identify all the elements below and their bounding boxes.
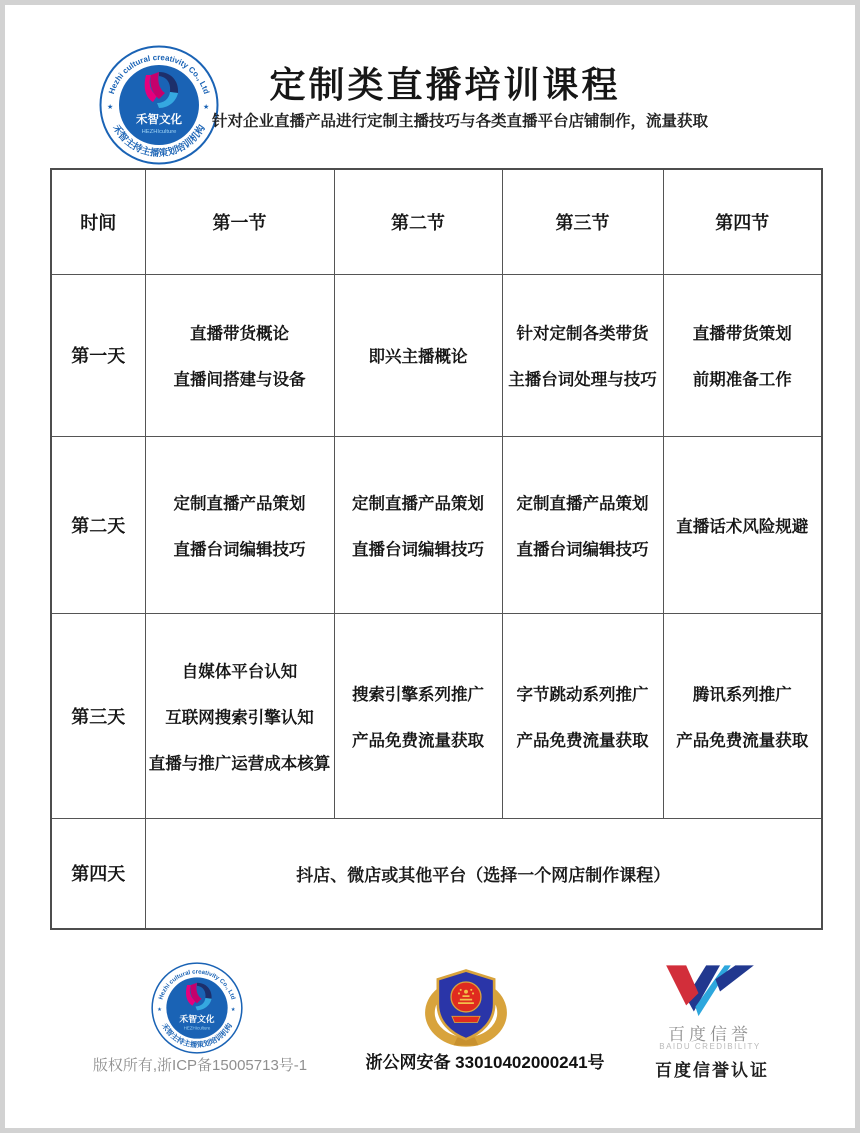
course-cell bbox=[502, 274, 663, 436]
day-label: 第三天 bbox=[51, 613, 145, 818]
schedule-row bbox=[51, 436, 822, 613]
course-cell bbox=[145, 436, 334, 613]
col-header-session2: 第二节 bbox=[334, 169, 502, 274]
col-header-session4: 第四节 bbox=[663, 169, 822, 274]
col-header-session3: 第三节 bbox=[502, 169, 663, 274]
day-label: 第四天 bbox=[51, 818, 145, 929]
police-badge-icon bbox=[422, 958, 510, 1050]
course-cell bbox=[334, 274, 502, 436]
page-title: 定制类直播培训课程 bbox=[269, 64, 621, 105]
course-line: 互联网搜索引擎认知 bbox=[165, 708, 314, 727]
course-line: 针对定制各类带货 bbox=[516, 325, 649, 343]
course-cell bbox=[334, 613, 502, 818]
schedule-row bbox=[51, 274, 822, 436]
course-line: 主播台词处理与技巧 bbox=[508, 371, 657, 389]
course-line: 搜索引擎系列推广 bbox=[352, 685, 484, 704]
course-line: 产品免费流量获取 bbox=[352, 731, 484, 750]
schedule-body bbox=[51, 274, 822, 929]
schedule-row bbox=[51, 818, 822, 929]
course-cell bbox=[663, 274, 822, 436]
col-header-time: 时间 bbox=[51, 169, 145, 274]
footer bbox=[5, 930, 855, 1130]
course-line: 产品免费流量获取 bbox=[676, 731, 809, 750]
schedule-row bbox=[51, 613, 822, 818]
schedule-header-row bbox=[51, 169, 822, 274]
course-cell bbox=[334, 436, 502, 613]
course-line: 直播台词编辑技巧 bbox=[516, 540, 649, 559]
course-cell bbox=[502, 436, 663, 613]
baidu-cert-text: 百度信誉认证 bbox=[655, 1061, 769, 1080]
course-line: 直播台词编辑技巧 bbox=[173, 540, 306, 559]
baidu-credibility-en: BAIDU CREDIBILITY bbox=[659, 1042, 761, 1051]
day-label: 第一天 bbox=[51, 274, 145, 436]
baidu-credibility-cn: 百度信誉 bbox=[668, 1025, 752, 1044]
course-line: 直播间搭建与设备 bbox=[173, 371, 306, 389]
course-line: 直播与推广运营成本核算 bbox=[148, 754, 331, 773]
page-subtitle: 针对企业直播产品进行定制主播技巧与各类直播平台店铺制作，流量获取 bbox=[211, 113, 708, 130]
schedule-table bbox=[50, 168, 823, 930]
course-line: 前期准备工作 bbox=[692, 371, 792, 389]
course-line: 直播话术风险规避 bbox=[676, 517, 809, 536]
course-line: 直播带货策划 bbox=[692, 325, 792, 343]
police-record-text: 浙公网安备 33010402000241号 bbox=[365, 1053, 605, 1072]
hezhi-logo-small-icon bbox=[151, 962, 243, 1054]
course-line: 产品免费流量获取 bbox=[516, 731, 649, 750]
course-line: 字节跳动系列推广 bbox=[516, 685, 649, 704]
course-line: 定制直播产品策划 bbox=[516, 494, 649, 513]
course-line: 腾讯系列推广 bbox=[692, 685, 792, 704]
course-line: 直播台词编辑技巧 bbox=[352, 540, 484, 559]
header bbox=[5, 5, 855, 165]
day-label: 第二天 bbox=[51, 436, 145, 613]
course-cell-merged: 抖店、微店或其他平台（选择一个网店制作课程） bbox=[145, 818, 822, 929]
course-cell bbox=[663, 436, 822, 613]
course-cell bbox=[663, 613, 822, 818]
copyright-text: 版权所有,浙ICP备15005713号-1 bbox=[92, 1057, 308, 1074]
course-line: 自媒体平台认知 bbox=[181, 662, 298, 681]
course-line: 直播带货概论 bbox=[190, 325, 289, 343]
course-line: 定制直播产品策划 bbox=[173, 494, 306, 513]
course-cell bbox=[145, 613, 334, 818]
course-cell bbox=[145, 274, 334, 436]
course-line: 即兴主播概论 bbox=[368, 348, 468, 366]
col-header-session1: 第一节 bbox=[145, 169, 334, 274]
course-cell bbox=[502, 613, 663, 818]
course-line: 定制直播产品策划 bbox=[352, 494, 484, 513]
baidu-credibility-icon bbox=[660, 962, 760, 1018]
